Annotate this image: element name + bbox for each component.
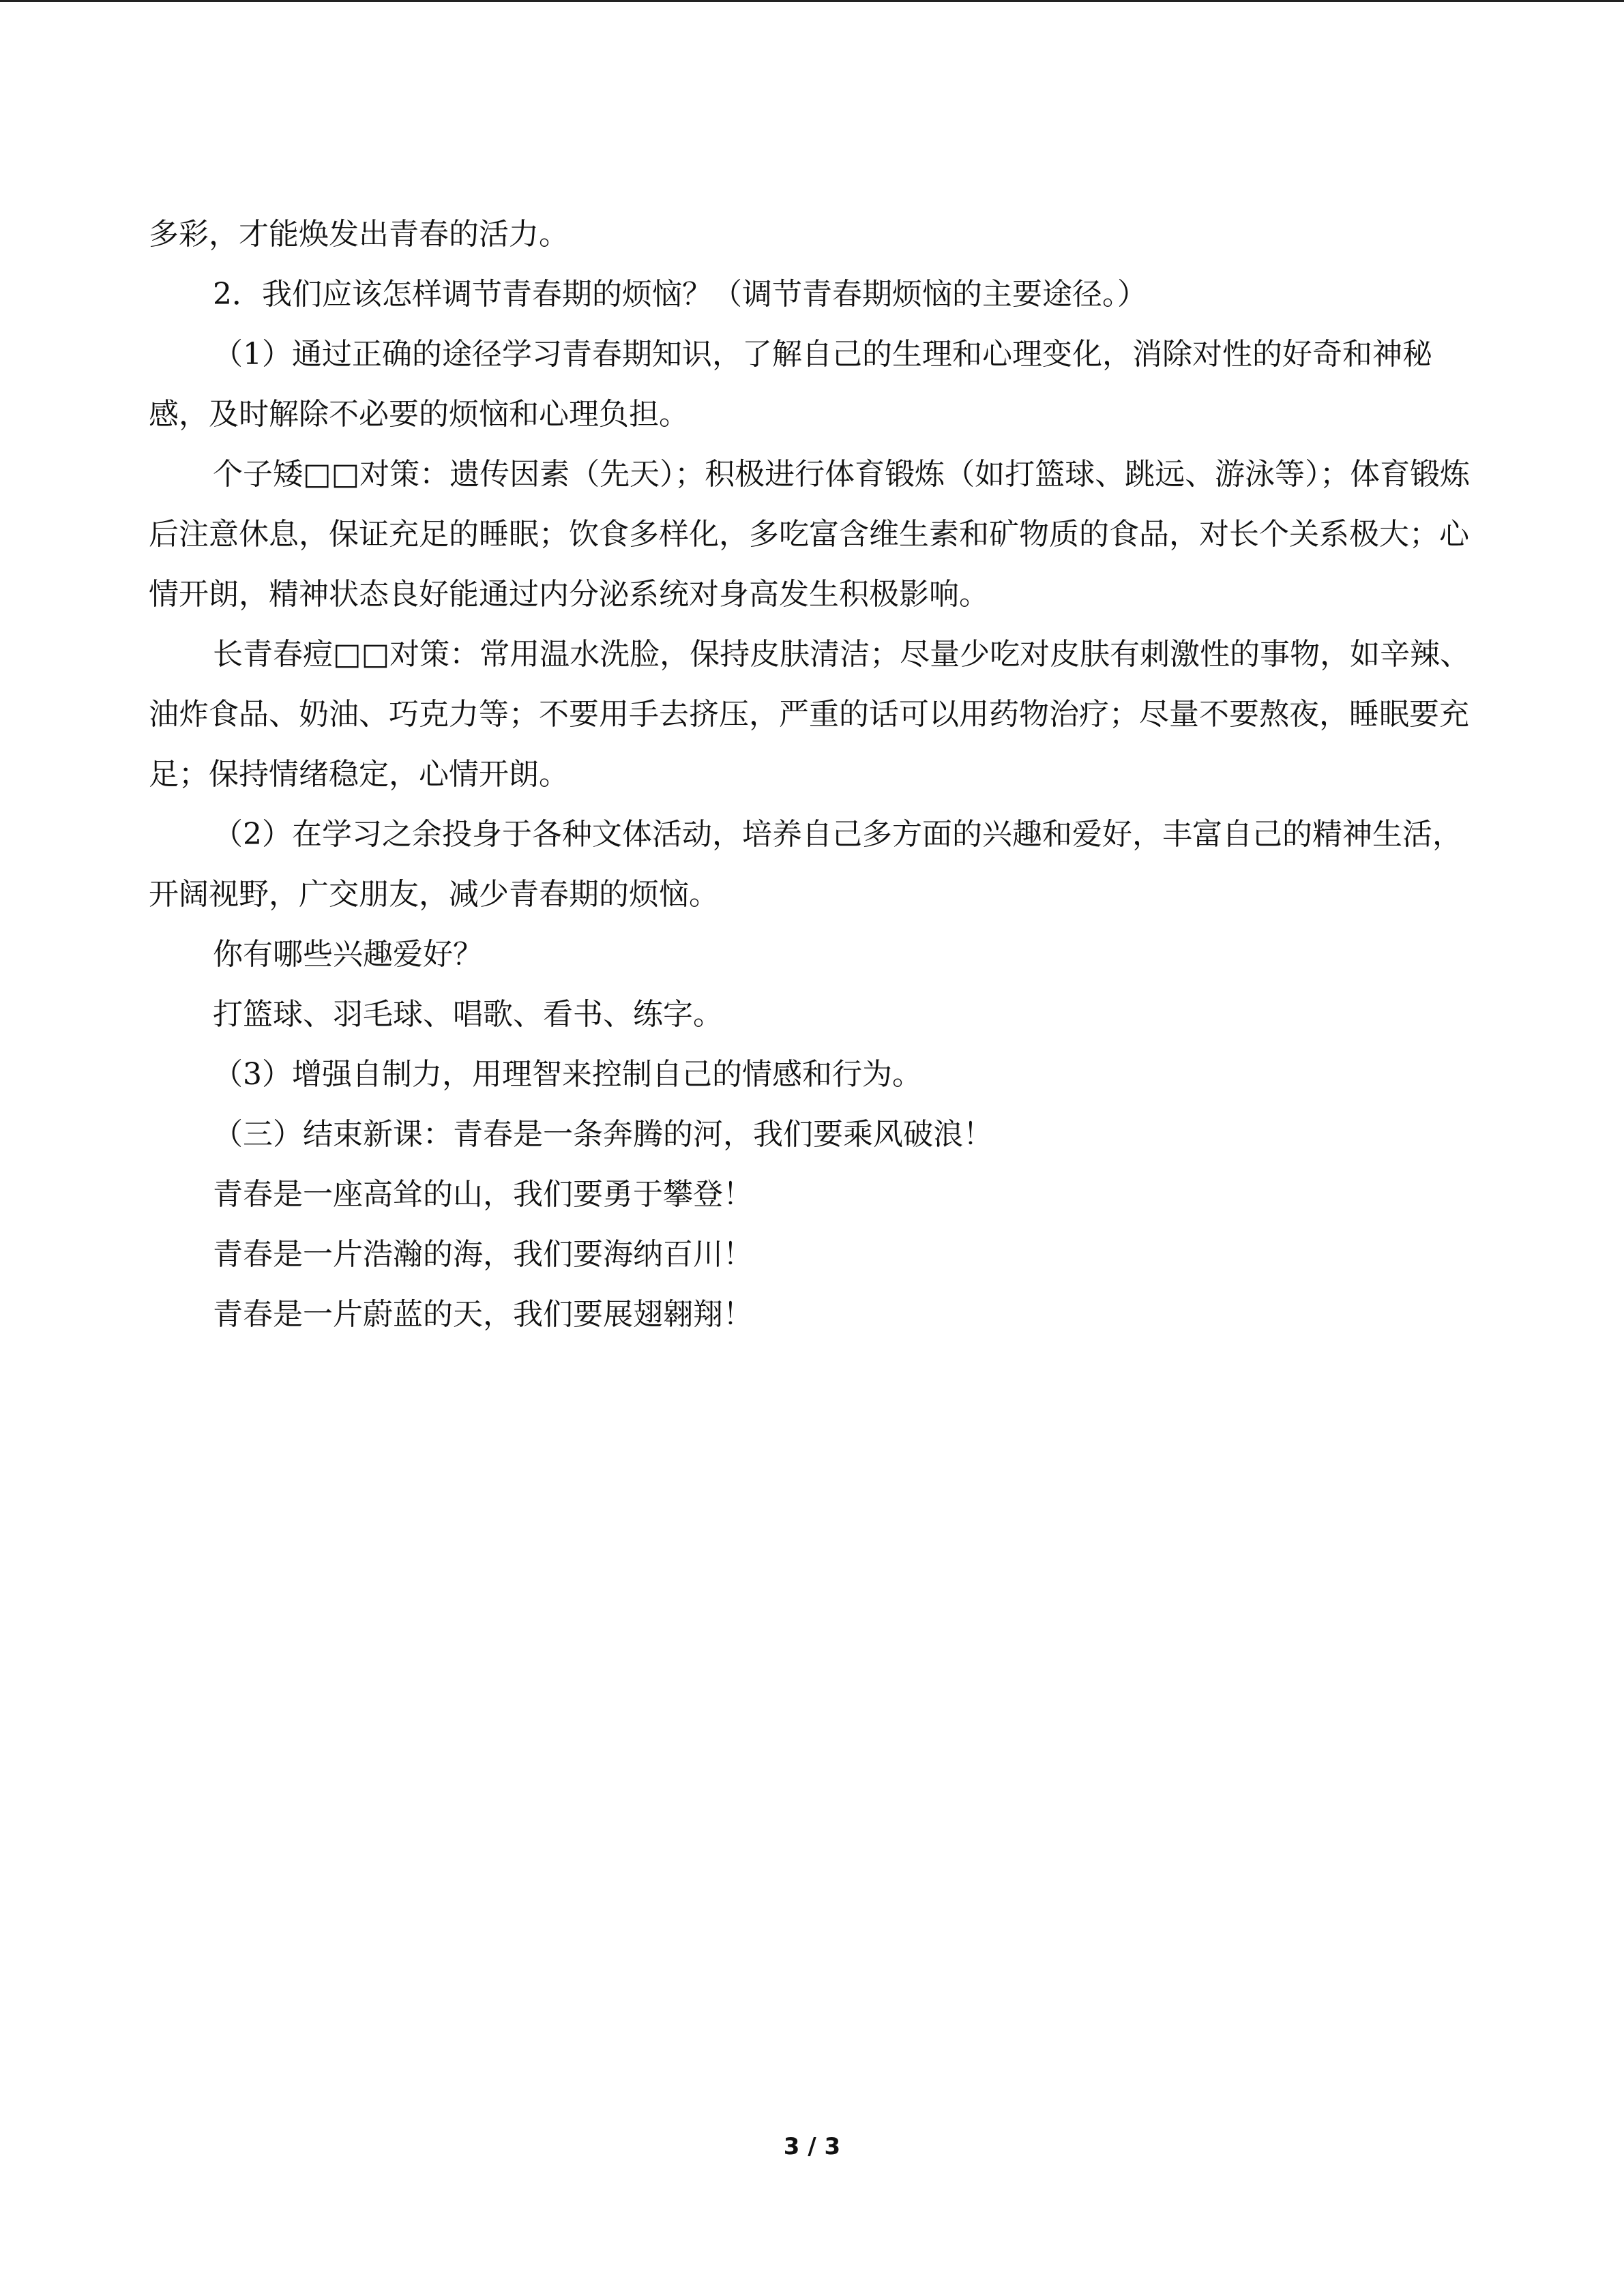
paragraph-mountain: 青春是一座高耸的山，我们要勇于攀登！ [213, 1177, 753, 1212]
paragraph-continuation: 多彩，才能焕发出青春的活力。 [149, 217, 569, 252]
paragraph-sky: 青春是一片蔚蓝的天，我们要展翅翱翔！ [213, 1297, 753, 1332]
paragraph-item-2: （2）在学习之余投身于各种文体活动，培养自己多方面的兴趣和爱好，丰富自己的精神生活，开阔视野，广交朋友，减少青春期的烦恼。 [149, 817, 1462, 912]
paragraph-short-stature: 个子矮□□对策：遗传因素（先天）；积极进行体育锻炼（如打篮球、跳远、游泳等）；体育锻炼后注意休息，保证充足的睡眠；饮食多样化，多吃富含维生素和矿物质的食品，对长个关系极大；心情开朗，精神状态良好能通过内分泌系统对身高发生积极影响。 [149, 457, 1471, 612]
paragraph-question-2: 2．我们应该怎样调节青春期的烦恼？（调节青春期烦恼的主要途径。） [213, 277, 1147, 312]
paragraph-hobby-question: 你有哪些兴趣爱好？ [213, 937, 483, 972]
paragraph-acne: 长青春痘□□对策：常用温水洗脸，保持皮肤清洁；尽量少吃对皮肤有刺激性的事物，如辛辣、油炸食品、奶油、巧克力等；不要用手去挤压，严重的话可以用药物治疗；尽量不要熬夜，睡眠要充足；保持情绪稳定，心情开朗。 [149, 637, 1471, 792]
paragraph-item-1: （1）通过正确的途径学习青春期知识，了解自己的生理和心理变化，消除对性的好奇和神秘感，及时解除不必要的烦恼和心理负担。 [149, 337, 1432, 432]
paragraph-conclusion: （三）结束新课：青春是一条奔腾的河，我们要乘风破浪！ [213, 1117, 993, 1152]
document-body [149, 205, 1475, 1345]
paragraph-sea: 青春是一片浩瀚的海，我们要海纳百川！ [213, 1237, 753, 1272]
paragraph-item-3: （3）增强自制力，用理智来控制自己的情感和行为。 [213, 1057, 922, 1092]
page-number: 3 / 3 [783, 2133, 841, 2160]
top-border-line [0, 0, 1624, 2]
paragraph-hobby-answer: 打篮球、羽毛球、唱歌、看书、练字。 [213, 997, 723, 1032]
